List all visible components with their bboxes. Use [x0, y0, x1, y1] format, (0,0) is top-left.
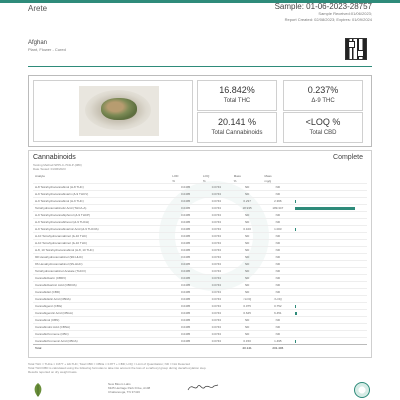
cell-loq: 0.0743 [201, 289, 232, 296]
cell-loq: 0.0743 [201, 191, 232, 198]
cell-bar [293, 254, 367, 261]
report-dates: Report Created: 02/08/2023; Expires: 01/09/2024 [284, 17, 372, 22]
col-lod: LOD [172, 173, 179, 178]
cell-bar [293, 226, 367, 233]
cell-mass-mg: ND [262, 282, 293, 289]
cell-bar [293, 191, 367, 198]
total-thc-card [197, 80, 277, 111]
total-label: Total [33, 345, 170, 352]
table-row [33, 247, 367, 254]
cell-loq: 0.0743 [201, 324, 232, 331]
total-bar [293, 345, 367, 352]
cell-mass-mg: 0.752 [262, 303, 293, 310]
header-divider [28, 66, 372, 67]
cell-mass-pct: 0.237 [232, 198, 263, 205]
table-row [33, 233, 367, 240]
cell-analyte: Δ-9 Tetrahydrocannabinol (Δ-9 THC) [33, 198, 170, 205]
table-row [33, 205, 367, 212]
summary-panel [28, 75, 372, 147]
cell-bar [293, 205, 367, 212]
mass-bar [295, 228, 296, 231]
d9-thc-label: Δ-9 THC [311, 98, 335, 104]
cell-loq: 0.0743 [201, 310, 232, 317]
cell-mass-pct: ND [232, 331, 263, 338]
cell-mass-pct: ND [232, 261, 263, 268]
cell-mass-pct: ND [232, 191, 263, 198]
cell-loq: 0.0743 [201, 275, 232, 282]
cell-lod: 0.0495 [170, 212, 201, 219]
lab-info [108, 382, 150, 394]
table-row [33, 219, 367, 226]
cell-mass-pct: ND [232, 282, 263, 289]
table-row [33, 275, 367, 282]
cell-analyte: Cannabichromene (CBC) [33, 331, 170, 338]
cell-mass-pct: ND [232, 324, 263, 331]
cell-mass-pct: ND [232, 268, 263, 275]
cell-mass-mg: ND [262, 212, 293, 219]
cell-mass-mg: ND [262, 331, 293, 338]
cell-mass-pct: ND [232, 275, 263, 282]
cell-loq: 0.0743 [201, 198, 232, 205]
cell-lod: 0.0495 [170, 275, 201, 282]
cell-mass-pct: 0.100 [232, 226, 263, 233]
unit-mass-mg: mg/g [264, 178, 272, 183]
total-cannabinoids-label: Total Cannabinoids [211, 130, 263, 136]
table-row [33, 331, 367, 338]
cell-loq: 0.0743 [201, 303, 232, 310]
cell-bar [293, 282, 367, 289]
cell-analyte: Δ-8 Tetrahydrocannabinol (Δ-8 THC) [33, 184, 170, 191]
leaf-logo-icon [30, 382, 46, 398]
unit-loq: % [203, 178, 206, 183]
cell-mass-pct: 18.935 [232, 205, 263, 212]
cell-lod: 0.0495 [170, 191, 201, 198]
sample-id: Sample: 01-06-2023-28757 [274, 2, 372, 11]
cell-lod: 0.0495 [170, 233, 201, 240]
cell-lod: 0.0495 [170, 247, 201, 254]
cell-loq: 0.0743 [201, 331, 232, 338]
total-lod [170, 345, 201, 352]
flower-bud-image [101, 98, 137, 120]
cell-analyte: Tetrahydrocannabinolic Acid (THCA-A) [33, 205, 170, 212]
cell-bar [293, 184, 367, 191]
table-row [33, 254, 367, 261]
cell-mass-mg: ND [262, 240, 293, 247]
cell-mass-mg: 1.495 [262, 338, 293, 345]
col-analyte: Analyte [35, 173, 46, 178]
cell-lod: 0.0495 [170, 268, 201, 275]
table-row [33, 289, 367, 296]
total-mass-pct: 20.141 [232, 345, 263, 352]
cell-loq: 0.0743 [201, 219, 232, 226]
sample-received: Sample Received:01/06/2023; [318, 11, 372, 16]
cell-analyte: 9S Hexahydrocannabinol (9S-HHC) [33, 261, 170, 268]
unit-mass-pct: % [233, 178, 237, 183]
cell-loq: 0.0743 [201, 240, 232, 247]
cannabinoids-table-body [33, 184, 367, 352]
accreditation-seal-icon [354, 382, 370, 398]
footnotes [28, 362, 372, 374]
product-name: Afghan [28, 40, 48, 46]
table-total-row [33, 345, 367, 352]
footer [0, 380, 400, 400]
qr-code-icon[interactable] [345, 38, 367, 60]
cell-mass-mg: ND [262, 324, 293, 331]
cell-mass-mg: ND [262, 184, 293, 191]
cell-bar [293, 324, 367, 331]
table-row [33, 317, 367, 324]
cell-analyte: Cannabinol (CBN) [33, 317, 170, 324]
cell-lod: 0.0495 [170, 324, 201, 331]
cell-mass-pct: ND [232, 184, 263, 191]
cell-lod: 0.0495 [170, 261, 201, 268]
total-thc-label: Total THC [223, 98, 251, 104]
cell-mass-mg: ND [262, 275, 293, 282]
cell-lod: 0.0495 [170, 303, 201, 310]
cell-analyte: Δ-9 Tetrahydrocannabiphorol (Δ-9 THCP) [33, 212, 170, 219]
cell-mass-mg: 1.003 [262, 226, 293, 233]
cannabinoids-panel [28, 150, 372, 358]
cell-mass-pct: ND [232, 219, 263, 226]
table-row [33, 338, 367, 345]
cell-mass-mg: 189.347 [262, 205, 293, 212]
cell-bar [293, 240, 367, 247]
cell-lod: 0.0495 [170, 296, 201, 303]
cell-analyte: Δ-9 Tetrahydrocannabivarin (Δ-9 THCV) [33, 191, 170, 198]
cell-analyte: Δ-10 Tetrahydrocannabinol (Δ-10 THC) [33, 233, 170, 240]
cell-mass-mg: ND [262, 254, 293, 261]
cell-mass-mg: ND [262, 317, 293, 324]
cell-bar [293, 317, 367, 324]
footnote-line-2: Total THC/CBD is calculated using the following formulas to take into account the loss of a carboxyl group during decarboxylation step. [28, 366, 207, 370]
cell-mass-mg: ND [262, 247, 293, 254]
date-tested: Date Tested: 01/06/2023 [33, 167, 66, 171]
cell-loq: 0.0743 [201, 254, 232, 261]
cell-analyte: Cannabigerol (CBG) [33, 303, 170, 310]
mass-bar [295, 305, 296, 308]
mass-bar [295, 340, 296, 343]
cell-mass-mg: ND [262, 191, 293, 198]
cell-lod: 0.0495 [170, 310, 201, 317]
client-name: Arete [28, 4, 48, 13]
cell-loq: 0.0743 [201, 233, 232, 240]
table-row [33, 226, 367, 233]
cell-analyte: Δ-9 Tetrahydrocannabivarinic Acid (Δ-9 THCVA) [33, 226, 170, 233]
cell-loq: 0.0743 [201, 226, 232, 233]
table-row [33, 240, 367, 247]
cell-analyte: Cannabidiol (CBD) [33, 289, 170, 296]
cell-bar [293, 303, 367, 310]
cell-mass-mg: <LOQ [262, 296, 293, 303]
total-cannabinoids-value: 20.141 % [217, 117, 257, 127]
cell-mass-pct: 0.150 [232, 338, 263, 345]
cell-loq: 0.0743 [201, 282, 232, 289]
lab-address-2: Chattanooga, TN 37416 [108, 390, 140, 394]
cell-mass-mg: ND [262, 261, 293, 268]
cell-mass-mg: ND [262, 219, 293, 226]
cell-mass-mg: ND [262, 268, 293, 275]
testing-meta [33, 163, 82, 171]
sample-header [275, 2, 372, 23]
table-row [33, 261, 367, 268]
table-row [33, 310, 367, 317]
cell-mass-pct: ND [232, 233, 263, 240]
lab-address-1: 6325 Heritage Park Drive, A108 [108, 386, 151, 390]
cell-mass-pct: <LOQ [232, 296, 263, 303]
total-thc-value: 16.842% [219, 85, 255, 95]
table-row [33, 191, 367, 198]
cell-loq: 0.0743 [201, 296, 232, 303]
total-loq [201, 345, 232, 352]
mass-bar [295, 200, 296, 203]
cell-bar [293, 247, 367, 254]
cell-mass-pct: 0.645 [232, 310, 263, 317]
cell-bar [293, 275, 367, 282]
cell-mass-mg: ND [262, 289, 293, 296]
mass-bar [295, 312, 297, 315]
table-row [33, 282, 367, 289]
cannabinoids-title: Cannabinoids [33, 154, 76, 161]
cell-loq: 0.0743 [201, 261, 232, 268]
table-row [33, 303, 367, 310]
cell-loq: 0.0743 [201, 268, 232, 275]
footnote-line-1: Total THC = THCa × 0.877 + Δ9-THC; Total CBD = CBDa × 0.877 + CBD; LOQ = Limit of Quantitation; ND = Not Detected [28, 362, 190, 366]
cell-analyte: 9R Hexahydrocannabinol (9R-HHC) [33, 254, 170, 261]
cell-bar [293, 198, 367, 205]
unit-lod: % [172, 178, 175, 183]
cell-bar [293, 219, 367, 226]
cell-mass-pct: ND [232, 317, 263, 324]
product-info [28, 40, 66, 52]
cell-lod: 0.0495 [170, 317, 201, 324]
cell-mass-pct: ND [232, 254, 263, 261]
cell-analyte: Cannabidivarinic Acid (CBDVA) [33, 282, 170, 289]
cell-bar [293, 212, 367, 219]
cell-loq: 0.0743 [201, 205, 232, 212]
col-loq: LOQ [203, 173, 210, 178]
signature-image [186, 381, 220, 393]
cell-bar [293, 289, 367, 296]
table-row [33, 296, 367, 303]
cell-lod: 0.0495 [170, 205, 201, 212]
cell-lod: 0.0495 [170, 338, 201, 345]
lab-name: New Bloom Labs [108, 382, 131, 386]
cell-mass-pct: ND [232, 247, 263, 254]
cell-mass-pct: 0.075 [232, 303, 263, 310]
cell-lod: 0.0495 [170, 254, 201, 261]
cell-analyte: Cannabigerolic Acid (CBGA) [33, 310, 170, 317]
col-mass-pct: Mass [233, 173, 241, 178]
cell-lod: 0.0495 [170, 331, 201, 338]
product-type: Plant, Flower - Cured [28, 47, 66, 52]
total-mass-mg: 201.406 [262, 345, 293, 352]
total-cbd-card [283, 112, 363, 143]
cell-mass-pct: ND [232, 289, 263, 296]
cell-analyte: Cannabinolic Acid (CBNA) [33, 324, 170, 331]
table-row [33, 198, 367, 205]
cell-analyte: Tetrahydrocannabinol Acetate (THCO) [33, 268, 170, 275]
cell-loq: 0.0743 [201, 317, 232, 324]
cell-mass-mg: 6.451 [262, 310, 293, 317]
cell-loq: 0.0743 [201, 184, 232, 191]
cell-analyte: Δ-8, 10 Tetrahydrocannabinol (Δ-8, 10 THC) [33, 247, 170, 254]
d9-thc-card [283, 80, 363, 111]
cell-lod: 0.0495 [170, 289, 201, 296]
sample-photo [79, 86, 159, 136]
cell-analyte: Cannabidivarin (CBDV) [33, 275, 170, 282]
cell-lod: 0.0495 [170, 226, 201, 233]
cell-bar [293, 233, 367, 240]
cell-bar [293, 268, 367, 275]
cell-lod: 0.0495 [170, 198, 201, 205]
total-cannabinoids-card [197, 112, 277, 143]
total-cbd-value: <LOQ % [305, 117, 341, 127]
cell-lod: 0.0495 [170, 219, 201, 226]
cell-bar [293, 338, 367, 345]
cell-mass-mg: 2.366 [262, 198, 293, 205]
cell-analyte: Δ-9 Tetrahydrocannabihexol (Δ-9 THCH) [33, 219, 170, 226]
cell-lod: 0.0495 [170, 240, 201, 247]
cell-loq: 0.0743 [201, 247, 232, 254]
cell-bar [293, 261, 367, 268]
col-mass-mg: Mass [264, 173, 272, 178]
cell-loq: 0.0743 [201, 338, 232, 345]
mass-bar [295, 207, 355, 210]
cell-mass-mg: ND [262, 233, 293, 240]
cell-lod: 0.0495 [170, 184, 201, 191]
cannabinoids-table [33, 173, 367, 351]
total-cbd-label: Total CBD [309, 130, 337, 136]
cell-bar [293, 331, 367, 338]
testing-method: Testing Method:SPPLC-704LP-(080) [33, 163, 82, 167]
table-row [33, 212, 367, 219]
sample-image-frame [33, 80, 193, 142]
table-row [33, 184, 367, 191]
status-complete: Complete [333, 154, 363, 161]
cell-loq: 0.0743 [201, 212, 232, 219]
cell-lod: 0.0495 [170, 282, 201, 289]
cell-mass-pct: ND [232, 240, 263, 247]
table-row [33, 324, 367, 331]
cell-analyte: Δ-10 Tetrahydrocannabinol (Δ-10 THC) [33, 240, 170, 247]
cell-mass-pct: ND [232, 212, 263, 219]
table-row [33, 268, 367, 275]
cell-bar [293, 296, 367, 303]
footnote-line-3: Results reported on dry weight basis. [28, 370, 78, 374]
cell-analyte: Cannabidiolic Acid (CBDA) [33, 296, 170, 303]
d9-thc-value: 0.237% [307, 85, 339, 95]
cell-analyte: Cannabichromenic Acid (CBCA) [33, 338, 170, 345]
cell-bar [293, 310, 367, 317]
